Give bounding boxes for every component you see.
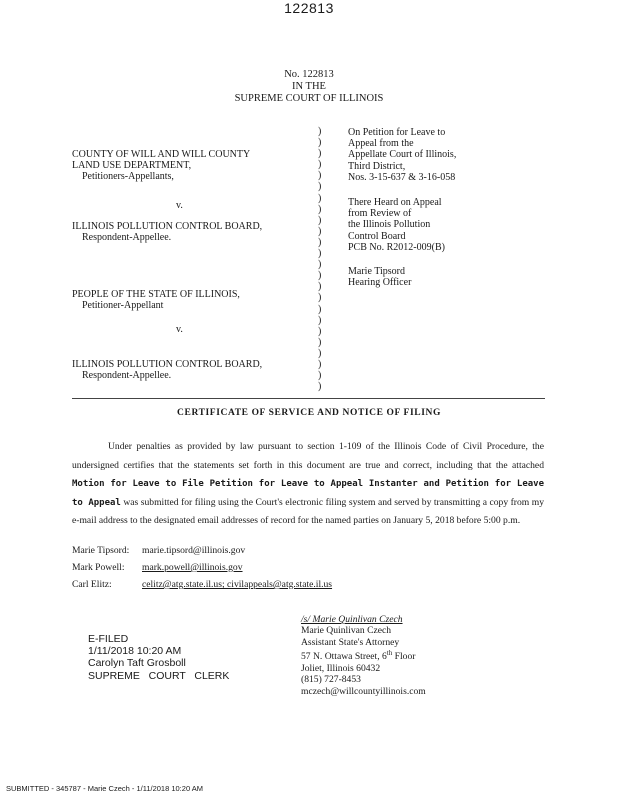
appellate-case-numbers: Nos. 3-15-637 & 3-16-058 xyxy=(348,171,456,183)
caption-parentheses: ) ) ) ) ) ) ) ) ) ) ) ) ) ) ) ) ) ) ) ) ) ) ) ) xyxy=(318,126,322,393)
efile-label: E-FILED xyxy=(88,633,129,645)
signer-city: Joliet, Illinois 60432 xyxy=(301,662,381,674)
clerk-name: Carolyn Taft Grosboll xyxy=(88,657,186,670)
clerk-title: SUPREME COURT CLERK xyxy=(88,669,230,682)
respondent-1-name: ILLINOIS POLLUTION CONTROL BOARD, xyxy=(72,221,263,232)
certificate-heading: CERTIFICATE OF SERVICE AND NOTICE OF FILING xyxy=(177,408,441,418)
certificate-body xyxy=(72,438,544,531)
appeal-origin-line: On Petition for Leave to xyxy=(348,127,446,138)
service-email[interactable]: mark.powell@illinois.gov xyxy=(142,562,243,573)
respondent-2 xyxy=(72,359,262,381)
signer-address xyxy=(301,648,426,663)
service-name: Mark Powell: xyxy=(72,562,125,573)
appeal-origin-line: Appeal from the xyxy=(348,138,414,150)
petitioner-1-name-line2: LAND USE DEPARTMENT, xyxy=(72,160,192,171)
signer-email: mczech@willcountyillinois.com xyxy=(301,685,426,697)
submission-footer: SUBMITTED - 345787 - Marie Czech - 1/11/2018 10:20 AM xyxy=(6,784,204,793)
address-street: 57 N. Ottawa Street, 6 xyxy=(301,651,387,663)
address-floor: Floor xyxy=(392,651,416,663)
review-origin xyxy=(348,197,445,253)
petitioner-2 xyxy=(72,289,240,311)
signer-name: Marie Quinlivan Czech xyxy=(301,625,392,637)
hearing-officer-name: Marie Tipsord xyxy=(348,266,405,277)
service-name: Carl Elitz: xyxy=(72,579,112,590)
review-origin-line: the Illinois Pollution xyxy=(348,219,431,231)
certificate-text-part1: Under penalties as provided by law pursuant to section 1-109 of the Illinois Code of Civil Procedure, the undersigned certifies that the statements set forth in this document are true and correct, including that the attached xyxy=(72,441,544,471)
review-origin-line: from Review of xyxy=(348,208,412,220)
court-name: SUPREME COURT OF ILLINOIS xyxy=(234,93,384,104)
respondent-1-role: Respondent-Appellee. xyxy=(82,232,172,243)
service-entry xyxy=(72,545,245,557)
respondent-1 xyxy=(72,221,262,243)
appeal-origin xyxy=(348,127,456,183)
motion-title: Motion for Leave to File Petition for Leave to Appeal Instanter and Petition for Leave to Appeal xyxy=(72,479,544,508)
case-number: No. 122813 xyxy=(284,69,334,80)
petitioner-2-role: Petitioner-Appellant xyxy=(82,300,164,311)
appeal-origin-line: Appellate Court of Illinois, xyxy=(348,149,457,161)
caption-in-the: IN THE xyxy=(292,81,326,92)
service-email[interactable]: marie.tipsord@illinois.gov xyxy=(142,545,246,556)
versus-1: v. xyxy=(176,200,183,211)
address-ordinal: th xyxy=(386,649,393,658)
hearing-officer-title: Hearing Officer xyxy=(348,277,412,289)
versus-2: v. xyxy=(176,324,183,335)
service-entry xyxy=(72,579,332,591)
respondent-2-name: ILLINOIS POLLUTION CONTROL BOARD, xyxy=(72,359,263,370)
petitioner-1-role: Petitioners-Appellants, xyxy=(82,171,174,182)
petitioner-2-name: PEOPLE OF THE STATE OF ILLINOIS, xyxy=(72,289,240,300)
service-email[interactable]: celitz@atg.state.il.us; civilappeals@atg.state.il.us xyxy=(142,579,333,590)
signer-title: Assistant State's Attorney xyxy=(301,636,400,648)
review-origin-line: There Heard on Appeal xyxy=(348,197,442,208)
appeal-origin-line: Third District, xyxy=(348,160,406,172)
electronic-signature: /s/ Marie Quinlivan Czech xyxy=(301,614,403,625)
efile-datetime: 1/11/2018 10:20 AM xyxy=(88,645,182,658)
respondent-2-role: Respondent-Appellee. xyxy=(82,370,172,381)
petitioner-1 xyxy=(72,149,250,182)
divider xyxy=(72,398,545,399)
signer-phone: (815) 727-8453 xyxy=(301,674,361,686)
certificate-text-part2: was submitted for filing using the Court's electronic filing system and served by transmitting a copy from my e-mail address to the designated email addresses of record for the named parties on January 5, 2018 before 5:00 p.m. xyxy=(72,496,544,527)
review-origin-line: Control Board xyxy=(348,230,406,242)
efile-stamp xyxy=(88,633,229,682)
document-number: 122813 xyxy=(284,0,334,16)
pcb-number: PCB No. R2012-009(B) xyxy=(348,241,445,253)
hearing-officer xyxy=(348,266,411,288)
petitioner-1-name-line1: COUNTY OF WILL AND WILL COUNTY xyxy=(72,149,251,160)
signature-block xyxy=(301,614,426,697)
service-name: Marie Tipsord: xyxy=(72,545,130,556)
service-entry xyxy=(72,562,243,574)
